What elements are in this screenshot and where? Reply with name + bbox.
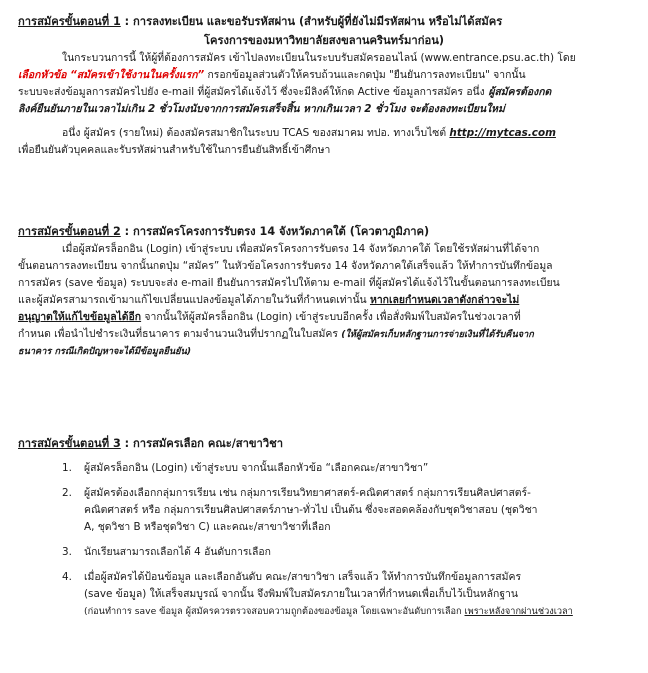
step2-line5-bold: อนุญาตให้แก้ไขข้อมูลได้อีก	[18, 311, 142, 323]
step2-heading-label: การสมัครขั้นตอนที่ 2	[18, 225, 121, 238]
list-item-number: 3.	[62, 546, 72, 558]
step1-heading-label: การสมัครขั้นตอนที่ 1	[18, 15, 121, 28]
step1-para1-line1: ในกระบวนการนี้ ให้ผู้ที่ต้องการสมัคร เข้าไปลงทะเบียนในระบบรับสมัครออนไลน์ (www.entrance.psu.ac.th) โดย	[62, 52, 576, 64]
step2-line4-text: และผู้สมัครสามารถเข้ามาแก้ไขเปลี่ยนแปลงข้อมูลได้ภายในวันที่กำหนดเท่านั้น	[18, 294, 370, 306]
step1-para2-line2: เพื่อยืนยันตัวบุคคลและรับรหัสผ่านสำหรับใช้ในการยืนยันสิทธิ์เข้าศึกษา	[18, 144, 331, 156]
list-item	[18, 569, 630, 620]
step2-heading-text: : การสมัครโครงการรับตรง 14 จังหวัดภาคใต้ (โควตาภูมิภาค)	[120, 225, 430, 238]
step2-line6-text: กำหนด เพื่อนำไปชำระเงินที่ธนาคาร ตามจำนวนเงินที่ปรากฏในใบสมัคร	[18, 328, 342, 340]
step1-para2-line1-text: อนึ่ง ผู้สมัคร (รายใหม่) ต้องสมัครสมาชิกในระบบ TCAS ของสมาคม ทปอ. ทางเว็บไซต์	[62, 127, 450, 139]
list-item-line: A, ชุดวิชา B หรือชุดวิชา C) และคณะ/สาขาวิชาที่เลือก	[84, 521, 331, 533]
list-item-line: คณิตศาสตร์ หรือ กลุ่มการเรียนศิลปศาสตร์ภาษา-ทั่วไป เป็นต้น ซึ่งจะสอดคล้องกับชุดวิชาสอบ (ชุดวิชา	[84, 504, 538, 516]
step1-para1-line2	[18, 67, 630, 84]
list-item-line: ผู้สมัครล็อกอิน (Login) เข้าสู่ระบบ จากนั้นเลือกหัวข้อ “เลือกคณะ/สาขาวิชา”	[84, 462, 429, 474]
step3-section	[18, 434, 630, 628]
step1-para1-line4: ลิงค์ยืนยันภายในเวลาไม่เกิน 2 ชั่วโมงนับจากการสมัครเสร็จสิ้น หากเกินเวลา 2 ชั่วโมง จะต้องลงทะเบียนใหม่	[18, 103, 505, 115]
list-item-number: 4.	[62, 571, 72, 583]
step2-line6-italic: (ให้ผู้สมัครเก็บหลักฐานการจ่ายเงินที่ได้รับคืนจาก	[341, 329, 534, 340]
list-item	[18, 485, 630, 536]
step3-note	[84, 603, 630, 620]
step3-heading-text: : การสมัครเลือก คณะ/สาขาวิชา	[120, 437, 283, 450]
step1-heading-text: : การลงทะเบียน และขอรับรหัสผ่าน (สำหรับผู้ที่ยังไม่มีรหัสผ่าน หรือไม่ได้สมัคร	[120, 15, 503, 28]
step1-heading	[18, 12, 630, 31]
step2-line3: การสมัคร (save ข้อมูล) ระบบจะส่ง e-mail ยืนยันการสมัครไปให้ตาม e-mail ที่ผู้สมัครได้แจ้งไว้ในขั้นตอนการลงทะเบียน	[18, 277, 560, 289]
step2-line1: เมื่อผู้สมัครล็อกอิน (Login) เข้าสู่ระบบ เพื่อสมัครโครงการรับตรง 14 จังหวัดภาคใต้ โดยใช้รหัสผ่านที่ได้จาก	[62, 243, 540, 255]
list-item-number: 1.	[62, 462, 72, 474]
list-item-number: 2.	[62, 487, 72, 499]
list-item	[18, 544, 630, 561]
step2-line2: ขั้นตอนการลงทะเบียน จากนั้นกดปุ่ม “สมัคร” ในหัวข้อโครงการรับตรง 14 จังหวัดภาคใต้เสร็จแล้ว ให้ทำการบันทึกข้อมูล	[18, 260, 553, 272]
list-item-line: เมื่อผู้สมัครได้ป้อนข้อมูล และเลือกอันดับ คณะ/สาขาวิชา เสร็จแล้ว ให้ทำการบันทึกข้อมูลการสมัคร	[84, 571, 522, 583]
step2-line5-text: จากนั้นให้ผู้สมัครล็อกอิน (Login) เข้าสู่ระบบอีกครั้ง เพื่อสั่งพิมพ์ใบสมัครในช่วงเวลาที่	[141, 311, 521, 323]
step2-line7: ธนาคาร กรณีเกิดปัญหาจะได้มีข้อมูลยืนยัน)	[18, 346, 192, 357]
step2-heading	[18, 222, 630, 241]
list-item-line: ผู้สมัครต้องเลือกกลุ่มการเรียน เช่น กลุ่มการเรียนวิทยาศาสตร์-คณิตศาสตร์ กลุ่มการเรียนศิลปศาสตร์-	[84, 487, 531, 499]
mytcas-link[interactable]: http://mytcas.com	[449, 127, 556, 139]
step1-para1-line3-bold: ผู้สมัครต้องกด	[484, 86, 552, 98]
step2-line6	[18, 326, 630, 343]
step3-heading-label: การสมัครขั้นตอนที่ 3	[18, 437, 121, 450]
list-item-line: นักเรียนสามารถเลือกได้ 4 อันดับการเลือก	[84, 546, 271, 558]
step3-note-underlined: เพราะหลังจากผ่านช่วงเวลา	[464, 606, 573, 617]
step3-heading	[18, 434, 630, 453]
step1-para1-line3	[18, 84, 630, 101]
step1-heading-line2: โครงการของมหาวิทยาลัยสงขลานครินทร์มาก่อน)	[204, 34, 444, 47]
step3-list	[18, 460, 630, 620]
step1-section	[18, 12, 630, 159]
step1-para2-line1	[18, 125, 630, 142]
step3-note-text: (ก่อนทำการ save ข้อมูล ผู้สมัครควรตรวจสอบความถูกต้องของข้อมูล โดยเฉพาะอันดับการเลือก	[84, 606, 465, 617]
step2-line5	[18, 309, 630, 326]
step2-section	[18, 222, 630, 360]
list-item-line: (save ข้อมูล) ให้เสร็จสมบูรณ์ จากนั้น จึงพิมพ์ใบสมัครภายในเวลาที่กำหนดเพื่อเก็บไว้เป็นหลักฐาน	[84, 588, 518, 600]
step1-para1-line2-rest: กรอกข้อมูลส่วนตัวให้ครบถ้วนและกดปุ่ม "ยืนยันการลงทะเบียน" จากนั้น	[204, 69, 526, 81]
step1-red-instruction: เลือกหัวข้อ “สมัครเข้าใช้งานในครั้งแรก”	[18, 69, 205, 81]
step1-para1-line3-text: ระบบจะส่งข้อมูลการสมัครไปยัง e-mail ที่ผู้สมัครได้แจ้งไว้ ซึ่งจะมีลิงค์ให้กด Active ข้อมูลการสมัคร อนึ่ง	[18, 86, 485, 98]
step2-line4-bold: หากเลยกำหนดเวลาดังกล่าวจะไม่	[369, 294, 520, 306]
step2-line4	[18, 292, 630, 309]
list-item	[18, 460, 630, 477]
